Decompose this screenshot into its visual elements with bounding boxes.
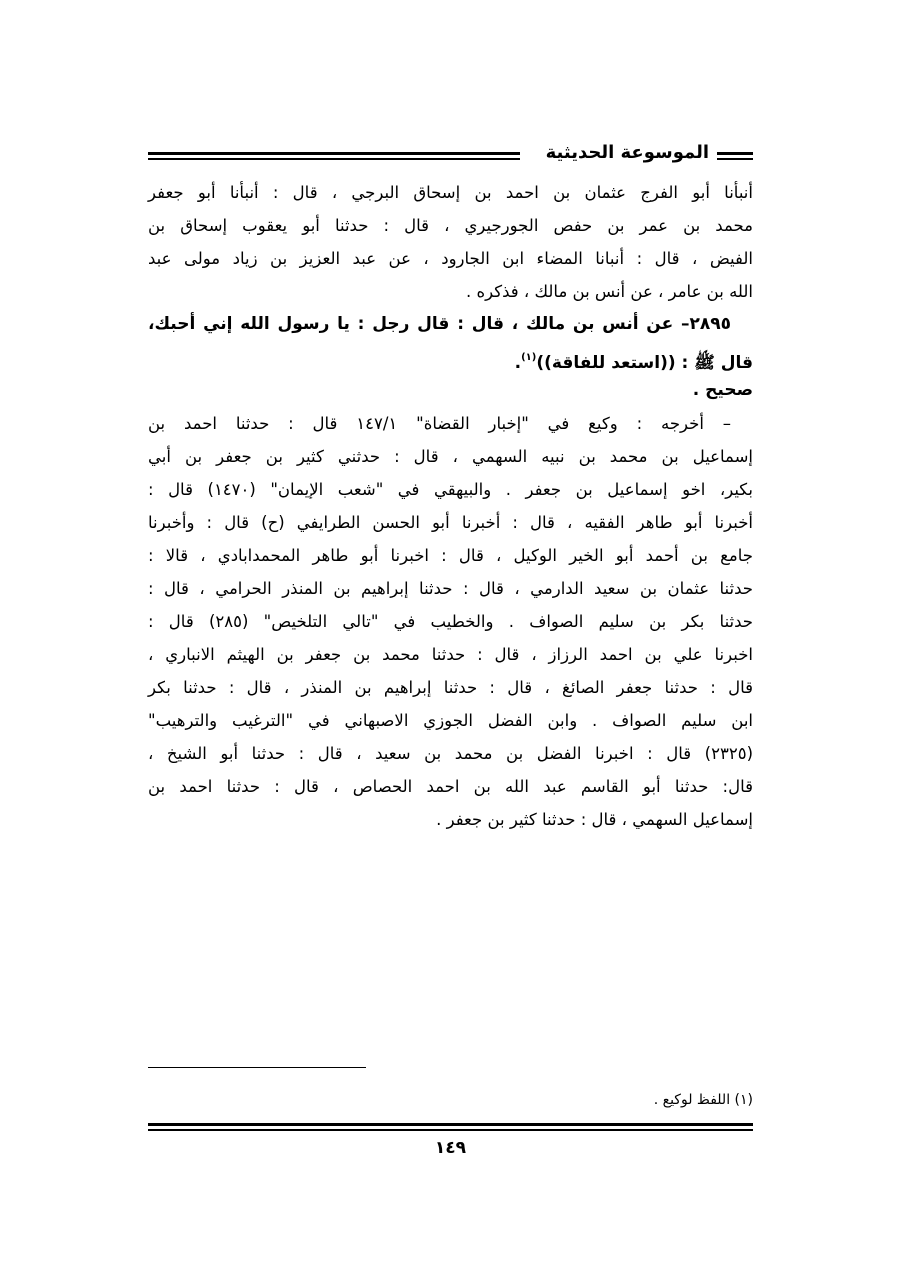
page-body (148, 176, 753, 836)
hadith-text-1: ٢٨٩٥– عن أنس بن مالك ، قال : قال رجل : يا رسول الله إني أحبك، (148, 314, 731, 334)
takhrij-line-2: إسماعيل بن محمد بن نبيه السهمي ، قال : حدثني كثير بن جعفر بن أبي (148, 447, 753, 466)
hadith-grade: صحيح . (692, 380, 753, 400)
hadith-end: . (514, 353, 522, 373)
footnote-marker[interactable]: (١) (521, 352, 537, 363)
footnote-separator (148, 1067, 366, 1068)
header-title: الموسوعة الحديثية (545, 142, 709, 163)
footer-rule (148, 1123, 753, 1131)
takhrij-line-6: حدثنا عثمان بن سعيد الدارمي ، قال : حدثنا إبراهيم بن المنذر الحرامي ، قال : (148, 579, 753, 598)
takhrij-line-1 (148, 407, 753, 440)
page-number: ١٤٩ (434, 1138, 467, 1158)
grade-line (148, 374, 753, 407)
intro-line-2: محمد بن عمر بن حفص الجورجيري ، قال : حدثنا أبو يعقوب إسحاق بن (148, 216, 753, 235)
takhrij-line-10: ابن سليم الصواف . وابن الفضل الجوزي الاصبهاني في "الترغيب والترهيب" (148, 711, 753, 730)
takhrij-line-3: بكير، اخو إسماعيل بن جعفر . والبيهقي في "شعب الإيمان" (١٤٧٠) قال : (148, 480, 754, 499)
running-header (148, 138, 753, 174)
takhrij-line-13: إسماعيل السهمي ، قال : حدثنا كثير بن جعفر . (436, 810, 753, 829)
hadith-line-1 (148, 308, 753, 341)
hadith-text-2: قال ﷺ : ((استعد للفاقة)) (536, 353, 753, 373)
header-rule-right (717, 152, 753, 160)
takhrij-line-12: قال: حدثنا أبو القاسم عبد الله بن احمد الحصاص ، قال : حدثنا احمد بن (148, 777, 753, 796)
takhrij-line-4: أخبرنا أبو طاهر الفقيه ، قال : أخبرنا أبو الحسن الطرايفي (ح) قال : وأخبرنا (148, 513, 753, 532)
takhrij-line-9: قال : حدثنا جعفر الصائغ ، قال : حدثنا إبراهيم بن المنذر ، قال : حدثنا بكر (148, 678, 753, 697)
takhrij-line-11: (٢٣٢٥) قال : اخبرنا الفضل بن محمد بن سعيد ، قال : حدثنا أبو الشيخ ، (148, 744, 753, 763)
intro-line-1: أنبأنا أبو الفرج عثمان بن احمد بن إسحاق البرجي ، قال : أنبأنا أبو جعفر (148, 183, 753, 202)
takhrij-line-5: جامع بن أحمد أبو الخير الوكيل ، قال : اخبرنا أبو طاهر المحمدابادي ، قالا : (148, 546, 753, 565)
takhrij-text-1: – أخرجه : وكيع في "إخبار القضاة" ١٤٧/١ قال : حدثنا احمد بن (148, 414, 731, 433)
intro-line-4: الله بن عامر ، عن أنس بن مالك ، فذكره . (466, 282, 753, 301)
document-page (148, 138, 753, 1158)
takhrij-line-8: اخبرنا علي بن احمد الرزاز ، قال : حدثنا محمد بن جعفر بن الهيثم الانباري ، (148, 645, 753, 664)
footnote-1: (١) اللفظ لوكيع . (653, 1092, 753, 1108)
hadith-line-2 (148, 341, 753, 374)
header-rule-left (148, 152, 520, 160)
takhrij-line-7: حدثنا بكر بن سليم الصواف . والخطيب في "تالي التلخيص" (٢٨٥) قال : (148, 612, 754, 631)
intro-line-3: الفيض ، قال : أنبانا المضاء ابن الجارود ، عن عبد العزيز بن زياد مولى عبد (148, 249, 753, 268)
